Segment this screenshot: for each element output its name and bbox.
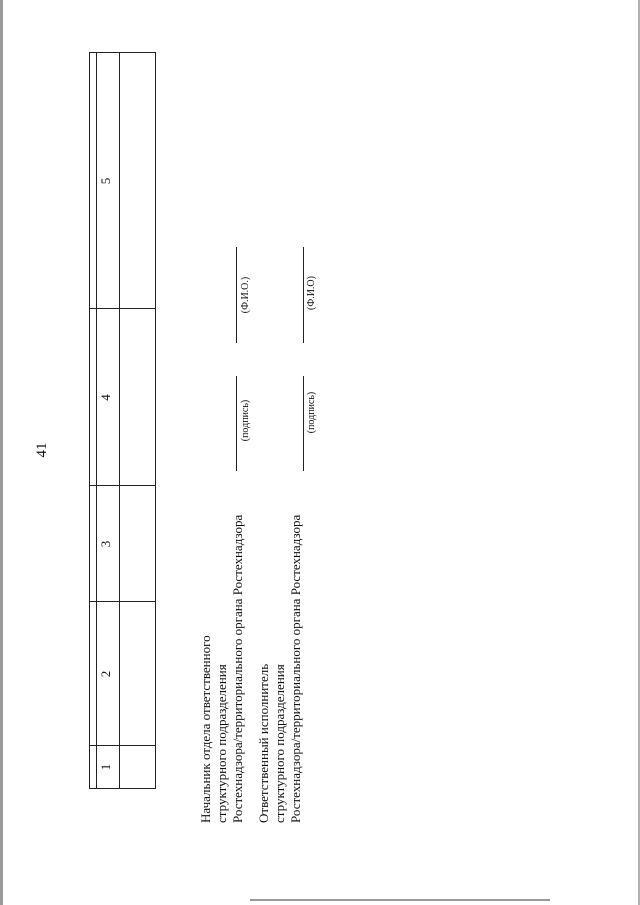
column-header-5: 5 [98, 177, 113, 185]
signature-1-signature-caption: (подпись) [240, 399, 251, 442]
page-number: 41 [34, 442, 50, 458]
signature-2-name-line [303, 247, 304, 343]
signature-2-name-caption: (Ф.И.О) [306, 276, 317, 311]
column-header-3: 3 [98, 540, 113, 548]
table-row [119, 53, 155, 788]
signature-2-title-line-1: Ответственный исполнитель [256, 663, 271, 823]
signature-1-signature-line [236, 376, 237, 471]
signature-2-signature-caption: (подпись) [306, 391, 317, 434]
signature-1-title-line-3: Ростехнадзора/территориального органа Ростехнадзора [230, 514, 245, 823]
signature-1-title-line-1: Начальник отдела ответственного [198, 635, 213, 823]
signature-2-title-line-3: Ростехнадзора/территориального органа Ростехнадзора [288, 514, 303, 823]
signature-2-title-line-2: структурного подразделения [272, 664, 287, 823]
signature-1-title-line-2: структурного подразделения [214, 664, 229, 823]
signature-1-name-caption: (Ф.И.О.) [240, 276, 251, 314]
signature-2-signature-line [303, 376, 304, 471]
signature-1-name-line [236, 247, 237, 343]
column-header-2: 2 [98, 670, 113, 678]
column-header-1: 1 [98, 763, 113, 771]
column-header-4: 4 [98, 394, 113, 401]
data-table [89, 52, 156, 789]
